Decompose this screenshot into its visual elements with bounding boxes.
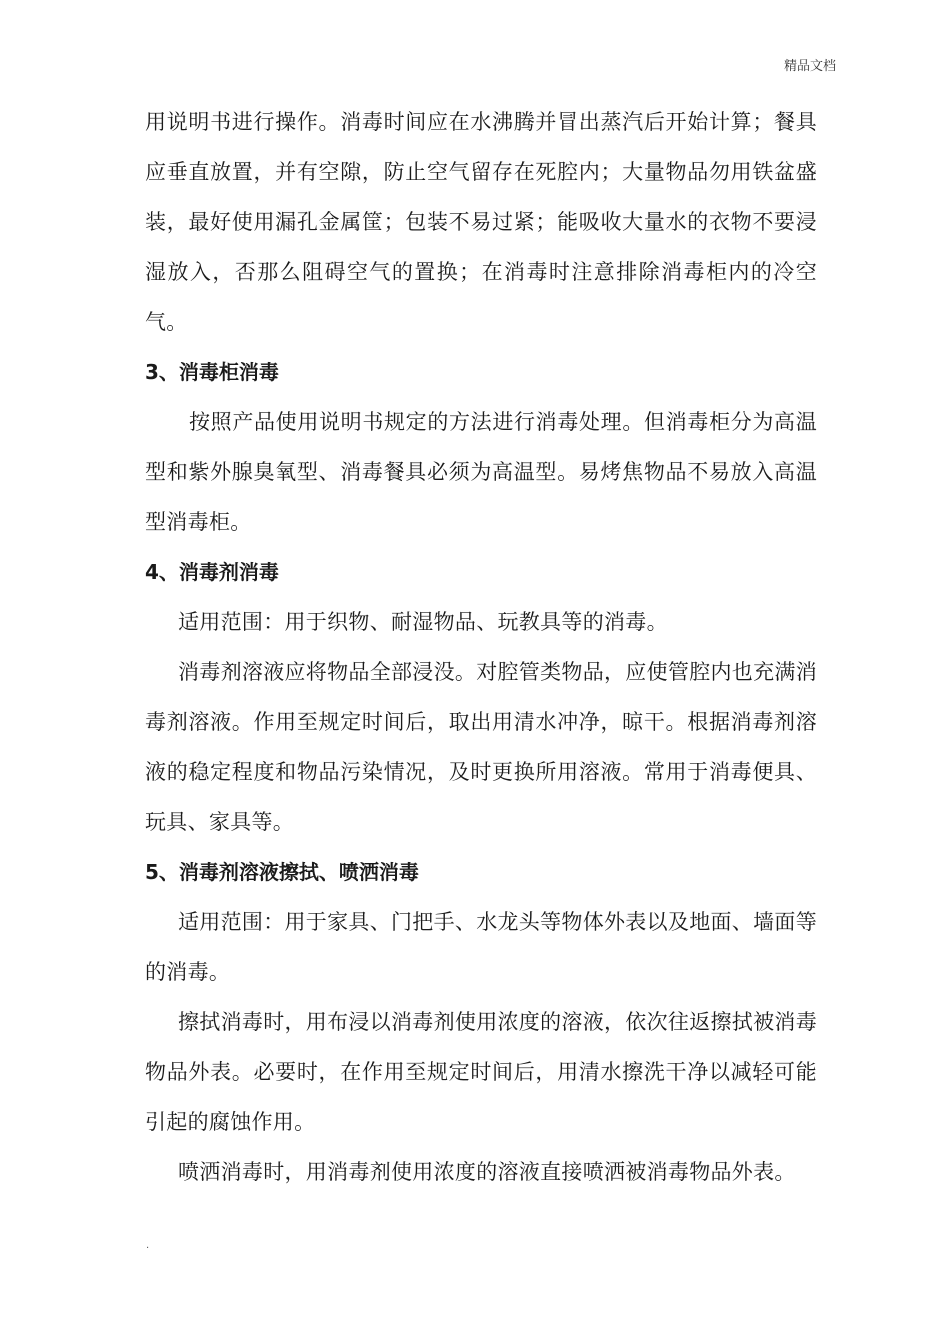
section-heading-5: 5、消毒剂溶液擦拭、喷洒消毒 [145, 860, 419, 884]
header-watermark-text: 精品文档 [783, 59, 836, 74]
footer-dot: . [146, 1240, 150, 1251]
paragraph-section-5-scope: 适用范围：用于家具、门把手、水龙头等物体外表以及地面、墙面等的消毒。 [145, 910, 817, 984]
paragraph-section-5-spray: 喷洒消毒时，用消毒剂使用浓度的溶液直接喷洒被消毒物品外表。 [178, 1160, 796, 1184]
section-heading-3: 3、消毒柜消毒 [145, 360, 279, 384]
paragraph-section-5-wipe: 擦拭消毒时，用布浸以消毒剂使用浓度的溶液，依次往返擦拭被消毒物品外表。必要时，在作用至规定时间后，用清水擦洗干净以减轻可能引起的腐蚀作用。 [145, 1010, 817, 1134]
document-body [145, 97, 817, 1197]
paragraph-section-3: 按照产品使用说明书规定的方法进行消毒处理。但消毒柜分为高温型和紫外腺臭氧型、消毒餐具必须为高温型。易烤焦物品不易放入高温型消毒柜。 [145, 410, 817, 534]
paragraph-section-4-body: 消毒剂溶液应将物品全部浸没。对腔管类物品，应使管腔内也充满消毒剂溶液。作用至规定时间后，取出用清水冲净，晾干。根据消毒剂溶液的稳定程度和物品污染情况，及时更换所用溶液。常用于消毒便具、玩具、家具等。 [145, 660, 817, 834]
section-heading-4: 4、消毒剂消毒 [145, 560, 279, 584]
paragraph-section-4-scope: 适用范围：用于织物、耐湿物品、玩教具等的消毒。 [178, 610, 668, 634]
paragraph-intro: 用说明书进行操作。消毒时间应在水沸腾并冒出蒸汽后开始计算；餐具应垂直放置，并有空隙，防止空气留存在死腔内；大量物品勿用铁盆盛装，最好使用漏孔金属筐；包装不易过紧；能吸收大量水的衣物不要浸湿放入，否那么阻碍空气的置换；在消毒时注意排除消毒柜内的冷空气。 [145, 110, 817, 334]
